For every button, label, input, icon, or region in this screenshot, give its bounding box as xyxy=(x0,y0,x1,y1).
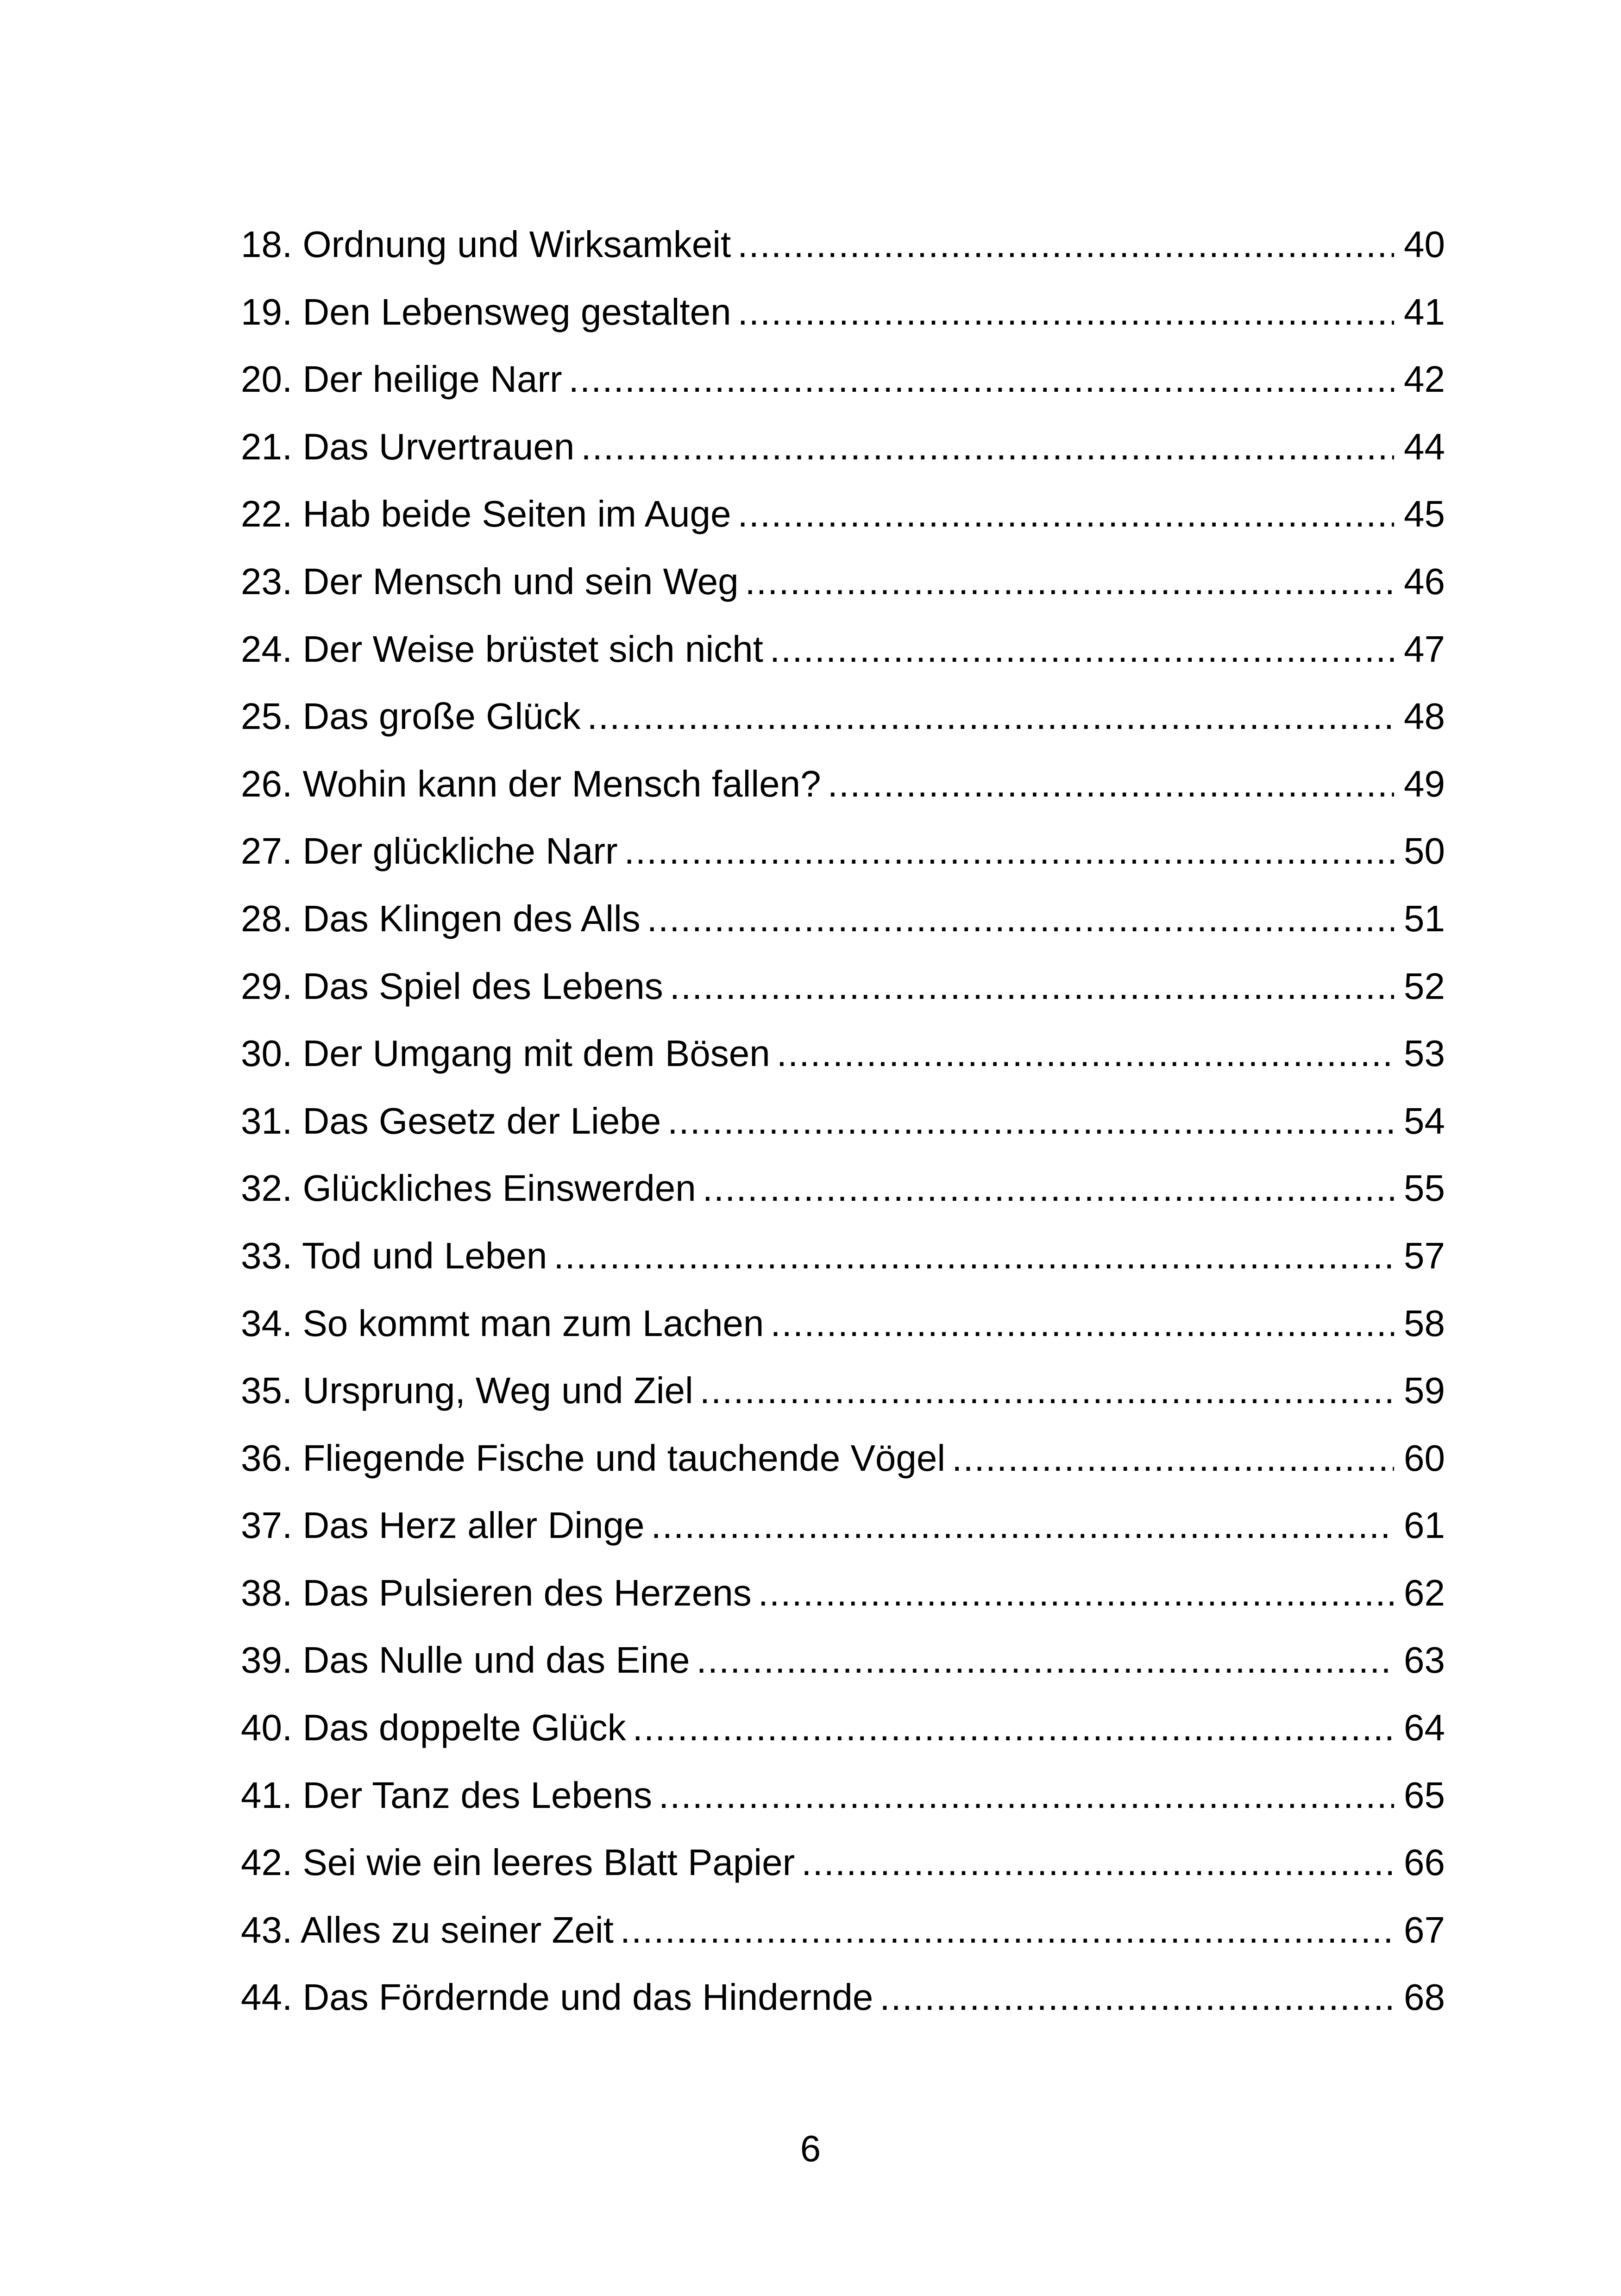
toc-entry-title: 43. Alles zu seiner Zeit xyxy=(241,1909,614,1951)
toc-entry xyxy=(241,1559,1445,1627)
toc-dot-leader xyxy=(553,1222,1394,1290)
toc-entry xyxy=(241,548,1445,615)
toc-entry xyxy=(241,1694,1445,1762)
toc-dot-leader xyxy=(738,278,1394,346)
toc-entry-page: 61 xyxy=(1404,1505,1445,1546)
toc-entry xyxy=(241,1087,1445,1155)
toc-entry xyxy=(241,953,1445,1020)
toc-entry-title: 23. Der Mensch und sein Weg xyxy=(241,560,739,602)
toc-entry-page: 65 xyxy=(1404,1774,1445,1816)
toc-entry xyxy=(241,683,1445,750)
toc-entry-title: 40. Das doppelte Glück xyxy=(241,1707,626,1749)
toc-dot-leader xyxy=(633,1694,1394,1762)
toc-entry-page: 59 xyxy=(1404,1370,1445,1411)
toc-entry-page: 42 xyxy=(1404,358,1445,400)
toc-entry-title: 44. Das Fördernde und das Hindernde xyxy=(241,1976,873,2018)
toc-entry-page: 46 xyxy=(1404,560,1445,602)
toc-entry-title: 32. Glückliches Einswerden xyxy=(241,1167,696,1209)
toc-dot-leader xyxy=(745,548,1394,615)
toc-entry-title: 26. Wohin kann der Mensch fallen? xyxy=(241,763,821,804)
toc-entry-title: 19. Den Lebensweg gestalten xyxy=(241,291,731,332)
toc-entry xyxy=(241,345,1445,413)
toc-entry xyxy=(241,480,1445,548)
toc-dot-leader xyxy=(587,683,1394,750)
toc-entry xyxy=(241,1762,1445,1829)
toc-entry-title: 29. Das Spiel des Lebens xyxy=(241,965,663,1007)
toc-entry-title: 31. Das Gesetz der Liebe xyxy=(241,1100,661,1142)
toc-entry-page: 58 xyxy=(1404,1302,1445,1344)
toc-entry xyxy=(241,750,1445,818)
toc-entry-title: 42. Sei wie ein leeres Blatt Papier xyxy=(241,1842,795,1883)
toc-entry-title: 28. Das Klingen des Alls xyxy=(241,897,641,939)
toc-entry xyxy=(241,1222,1445,1290)
toc-dot-leader xyxy=(828,750,1394,818)
toc-entry-page: 45 xyxy=(1404,493,1445,535)
toc-entry-page: 52 xyxy=(1404,965,1445,1007)
toc-entry-page: 44 xyxy=(1404,426,1445,467)
toc-entry-title: 38. Das Pulsieren des Herzens xyxy=(241,1572,752,1613)
toc-entry-title: 24. Der Weise brüstet sich nicht xyxy=(241,628,763,670)
toc-dot-leader xyxy=(738,480,1394,548)
toc-dot-leader xyxy=(624,817,1394,885)
toc-entry-title: 36. Fliegende Fische und tauchende Vögel xyxy=(241,1437,946,1479)
toc-entry-page: 67 xyxy=(1404,1909,1445,1951)
toc-dot-leader xyxy=(777,1020,1394,1087)
toc-dot-leader xyxy=(620,1896,1394,1964)
toc-dot-leader xyxy=(737,211,1394,278)
toc-entry-title: 34. So kommt man zum Lachen xyxy=(241,1302,764,1344)
toc-entry-title: 21. Das Urvertrauen xyxy=(241,426,575,467)
toc-entry xyxy=(241,615,1445,683)
toc-entry xyxy=(241,1020,1445,1087)
toc-entry xyxy=(241,1424,1445,1492)
toc-entry-title: 35. Ursprung, Weg und Ziel xyxy=(241,1370,693,1411)
table-of-contents xyxy=(241,211,1445,2031)
toc-entry-page: 57 xyxy=(1404,1235,1445,1276)
toc-entry-title: 22. Hab beide Seiten im Auge xyxy=(241,493,731,535)
toc-dot-leader xyxy=(647,885,1394,953)
toc-entry xyxy=(241,211,1445,278)
toc-dot-leader xyxy=(700,1357,1394,1424)
toc-entry-title: 18. Ordnung und Wirksamkeit xyxy=(241,224,731,265)
toc-entry-title: 30. Der Umgang mit dem Bösen xyxy=(241,1033,770,1074)
toc-dot-leader xyxy=(651,1492,1394,1559)
toc-entry-page: 51 xyxy=(1404,897,1445,939)
toc-dot-leader xyxy=(952,1424,1394,1492)
toc-entry xyxy=(241,885,1445,953)
toc-dot-leader xyxy=(569,345,1394,413)
toc-entry-page: 60 xyxy=(1404,1437,1445,1479)
toc-entry xyxy=(241,1626,1445,1694)
toc-entry-page: 50 xyxy=(1404,830,1445,872)
toc-entry-title: 20. Der heilige Narr xyxy=(241,358,562,400)
toc-entry xyxy=(241,1829,1445,1896)
toc-dot-leader xyxy=(758,1559,1394,1627)
toc-dot-leader xyxy=(581,413,1394,481)
toc-dot-leader xyxy=(703,1154,1394,1222)
toc-entry-title: 37. Das Herz aller Dinge xyxy=(241,1505,645,1546)
toc-entry xyxy=(241,1357,1445,1424)
toc-entry xyxy=(241,278,1445,346)
toc-entry xyxy=(241,413,1445,481)
toc-dot-leader xyxy=(659,1762,1394,1829)
toc-dot-leader xyxy=(770,1290,1394,1357)
toc-dot-leader xyxy=(697,1626,1395,1694)
toc-dot-leader xyxy=(667,1087,1394,1155)
toc-entry-page: 48 xyxy=(1404,696,1445,737)
toc-entry-title: 25. Das große Glück xyxy=(241,696,581,737)
toc-entry xyxy=(241,1896,1445,1964)
toc-entry-page: 55 xyxy=(1404,1167,1445,1209)
toc-entry-title: 41. Der Tanz des Lebens xyxy=(241,1774,653,1816)
toc-entry-page: 40 xyxy=(1404,224,1445,265)
toc-entry xyxy=(241,1964,1445,2031)
toc-entry-title: 33. Tod und Leben xyxy=(241,1235,547,1276)
toc-entry xyxy=(241,1154,1445,1222)
toc-dot-leader xyxy=(670,953,1394,1020)
toc-entry xyxy=(241,1290,1445,1357)
toc-dot-leader xyxy=(801,1829,1394,1896)
toc-entry-title: 39. Das Nulle und das Eine xyxy=(241,1639,690,1681)
toc-entry-page: 62 xyxy=(1404,1572,1445,1613)
toc-entry xyxy=(241,817,1445,885)
page-number: 6 xyxy=(800,2128,821,2169)
toc-entry-title: 27. Der glückliche Narr xyxy=(241,830,618,872)
toc-dot-leader xyxy=(770,615,1394,683)
toc-entry-page: 63 xyxy=(1404,1639,1445,1681)
toc-entry-page: 54 xyxy=(1404,1100,1445,1142)
toc-entry-page: 68 xyxy=(1404,1976,1445,2018)
toc-entry-page: 47 xyxy=(1404,628,1445,670)
toc-entry xyxy=(241,1492,1445,1559)
toc-entry-page: 41 xyxy=(1404,291,1445,332)
toc-entry-page: 66 xyxy=(1404,1842,1445,1883)
toc-entry-page: 49 xyxy=(1404,763,1445,804)
toc-entry-page: 53 xyxy=(1404,1033,1445,1074)
toc-dot-leader xyxy=(880,1964,1394,2031)
toc-entry-page: 64 xyxy=(1404,1707,1445,1749)
